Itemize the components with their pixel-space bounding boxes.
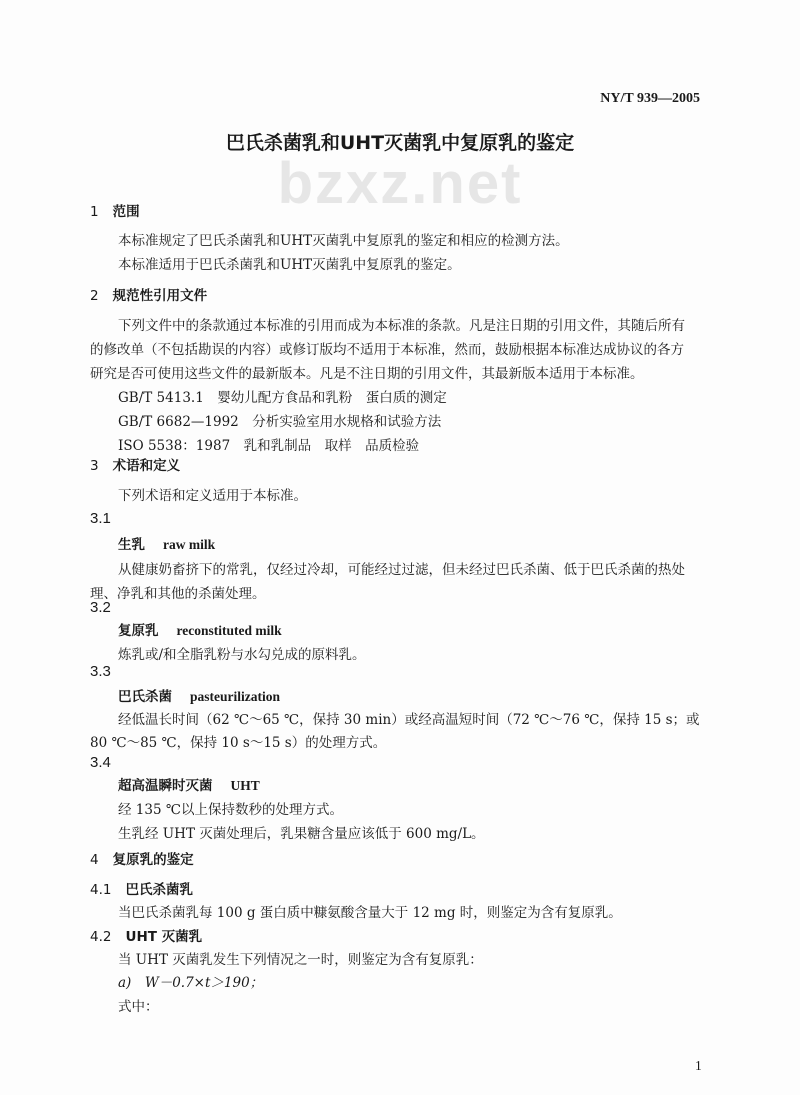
section-number: 3	[90, 458, 99, 474]
clause-number: 3.3	[90, 663, 111, 680]
paragraph-line: 经低温长时间（62 ℃～65 ℃，保持 30 min）或经高温短时间（72 ℃～76 ℃，保持 15 s；或	[118, 712, 700, 728]
section-number: 1	[90, 204, 99, 220]
section-number: 2	[90, 288, 99, 304]
section-title: 范围	[112, 204, 140, 220]
clause-number: 3.1	[90, 510, 111, 527]
section-2-heading	[90, 287, 207, 305]
reference-item: GB/T 6682—1992 分析实验室用水规格和试验方法	[118, 414, 442, 430]
section-title: 规范性引用文件	[112, 288, 208, 304]
paragraph-line: 生乳经 UHT 灭菌处理后，乳果糖含量应该低于 600 mg/L。	[118, 826, 485, 842]
clause-title: 巴氏杀菌乳	[125, 882, 193, 898]
term-en: raw milk	[163, 537, 216, 552]
term-en: pasteurilization	[190, 689, 280, 704]
term-heading	[118, 777, 260, 795]
clause-number: 3.4	[90, 754, 111, 771]
term-zh: 巴氏杀菌	[118, 689, 172, 705]
paragraph-line: 下列文件中的条款通过本标准的引用而成为本标准的条款。凡是注日期的引用文件，其随后所有	[118, 318, 685, 334]
page-number: 1	[695, 1058, 702, 1073]
clause-number: 4.1	[90, 882, 112, 898]
paragraph-line: 本标准规定了巴氏杀菌乳和UHT灭菌乳中复原乳的鉴定和相应的检测方法。	[118, 233, 569, 249]
paragraph-line: 的修改单（不包括勘误的内容）或修订版均不适用于本标准，然而，鼓励根据本标准达成协议的各方	[90, 342, 684, 358]
paragraph-line: 炼乳或/和全脂乳粉与水勾兑成的原料乳。	[118, 647, 366, 663]
term-heading	[118, 536, 215, 554]
clause-title: UHT 灭菌乳	[125, 929, 203, 945]
paragraph-line: 理、净乳和其他的杀菌处理。	[90, 586, 266, 602]
section-number: 4	[90, 852, 99, 868]
section-title: 术语和定义	[112, 458, 181, 474]
watermark: bzxz.net	[277, 151, 523, 216]
paragraph-line: 式中：	[118, 999, 159, 1015]
term-en: UHT	[230, 778, 260, 793]
term-zh: 复原乳	[118, 623, 159, 639]
section-4-heading	[90, 851, 194, 869]
paragraph-line: 经 135 ℃以上保持数秒的处理方式。	[118, 802, 343, 818]
formula-item: a) W－0.7×t＞190；	[118, 975, 264, 991]
reference-item: GB/T 5413.1 婴幼儿配方食品和乳粉 蛋白质的测定	[118, 390, 447, 406]
section-3-heading	[90, 457, 180, 475]
clause-4-1-heading	[90, 881, 193, 899]
paragraph-line: 下列术语和定义适用于本标准。	[118, 488, 307, 504]
clause-4-2-heading	[90, 928, 202, 946]
paragraph-line: 当巴氏杀菌乳每 100 g 蛋白质中糠氨酸含量大于 12 mg 时，则鉴定为含有复原乳。	[118, 905, 622, 921]
term-zh: 超高温瞬时灭菌	[118, 778, 213, 794]
paragraph-line: 80 ℃～85 ℃，保持 10 s～15 s）的处理方式。	[90, 735, 387, 751]
standard-number: NY/T 939—2005	[600, 91, 700, 106]
term-en: reconstituted milk	[176, 623, 282, 638]
reference-item: ISO 5538：1987 乳和乳制品 取样 品质检验	[118, 438, 420, 454]
term-zh: 生乳	[118, 537, 145, 553]
clause-number: 4.2	[90, 929, 112, 945]
paragraph-line: 从健康奶畜挤下的常乳，仅经过冷却，可能经过过滤，但未经过巴氏杀菌、低于巴氏杀菌的热处	[118, 562, 685, 578]
document-title: 巴氏杀菌乳和UHT灭菌乳中复原乳的鉴定	[225, 132, 575, 154]
section-title: 复原乳的鉴定	[112, 852, 194, 868]
paragraph-line: 本标准适用于巴氏杀菌乳和UHT灭菌乳中复原乳的鉴定。	[118, 257, 461, 273]
paragraph-line: 当 UHT 灭菌乳发生下列情况之一时，则鉴定为含有复原乳：	[118, 952, 483, 968]
term-heading	[118, 622, 282, 640]
paragraph-line: 研究是否可使用这些文件的最新版本。凡是不注日期的引用文件，其最新版本适用于本标准。	[90, 366, 644, 382]
term-heading	[118, 688, 280, 706]
clause-number: 3.2	[90, 599, 111, 616]
section-1-heading	[90, 203, 140, 221]
